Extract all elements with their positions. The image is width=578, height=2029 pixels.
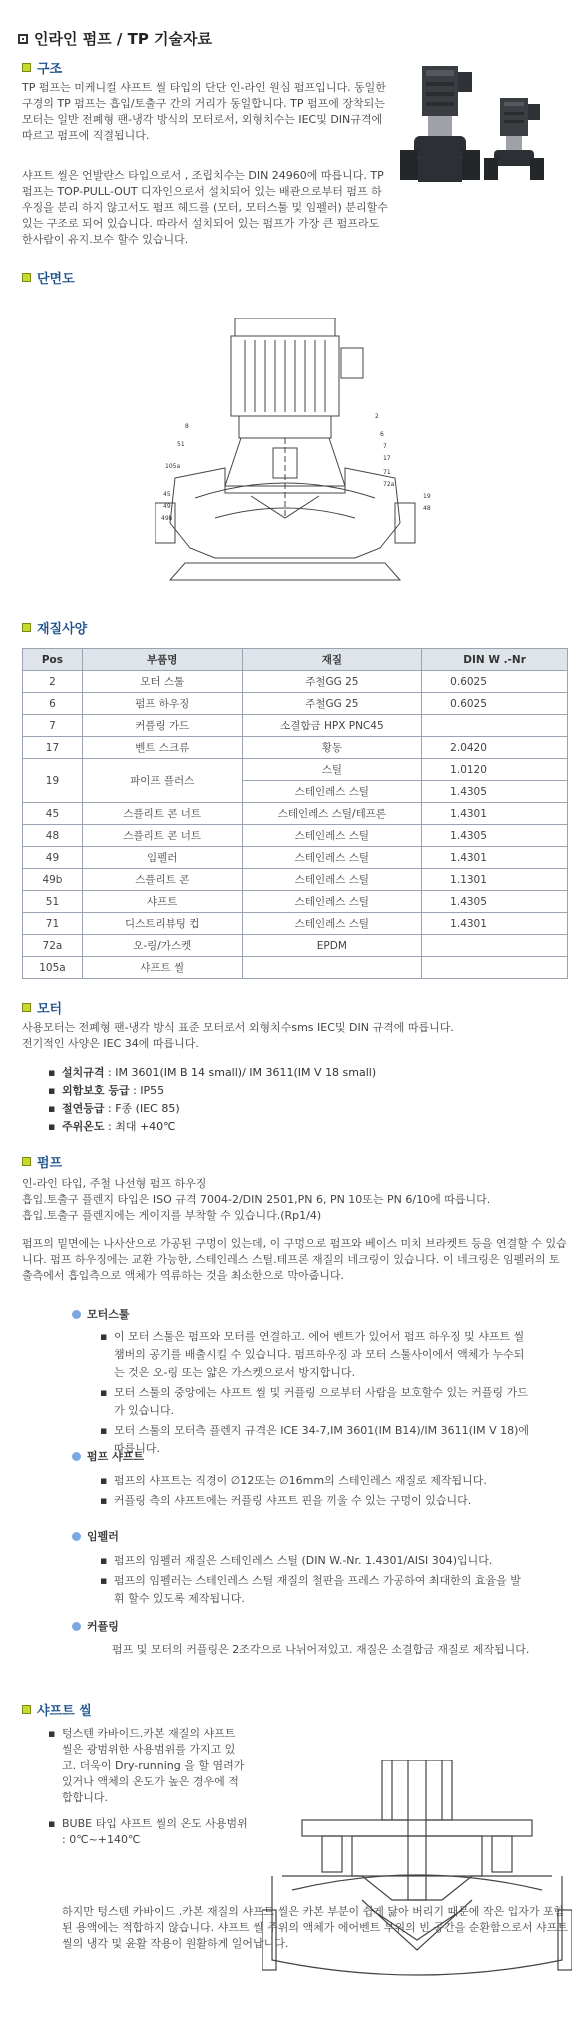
page-title — [18, 28, 212, 49]
material-cell: 스테인레스 스틸 — [242, 891, 422, 913]
materials-table — [22, 648, 568, 979]
din-cell: 2.0420 — [422, 737, 568, 759]
list-item: ▪ 외함보호 등급 : IP55 — [48, 1082, 548, 1100]
din-cell: 1.4305 — [422, 825, 568, 847]
part-cell: 샤프트 — [82, 891, 242, 913]
list-item: ▪ BUBE 타입 샤프트 씰의 온도 사용범위 : 0℃~+140℃ — [48, 1816, 248, 1848]
pos-cell: 71 — [23, 913, 83, 935]
pos-cell: 51 — [23, 891, 83, 913]
motor-spec-list — [48, 1064, 548, 1136]
part-cell: 임펠러 — [82, 847, 242, 869]
part-cell: 펌프 하우징 — [82, 693, 242, 715]
pump-photo — [400, 58, 568, 198]
callout-label: 72a — [383, 481, 395, 488]
part-cell: 벤트 스크류 — [82, 737, 242, 759]
table-header-row — [23, 649, 568, 671]
table-row — [23, 715, 568, 737]
table-row — [23, 913, 568, 935]
pos-cell: 49b — [23, 869, 83, 891]
circle-bullet-icon — [72, 1310, 81, 1319]
din-cell: 1.0120 — [422, 759, 568, 781]
list-item: ▪ 모터 스툴의 모터측 플렌지 규격은 ICE 34-7,IM 3601(IM B14)/IM 3611(IM V 18)에 따릅니다. — [100, 1422, 530, 1458]
material-cell: 스테인레스 스틸 — [242, 913, 422, 935]
shaft-seal-paragraph: 하지만 텅스텐 카바이드 .카본 재질의 샤프트 씰은 카본 부분이 쉽게 닳아 버리기 때문에 작은 입자가 포함된 용액에는 적합하지 않습니다. 샤프트 씰 주위의 액체가 에어벤트 부위의 빈 공간을 순환함으로서 샤프트 씰의 냉각 및 윤활 작용이 원활하게 일어납니다. — [62, 1905, 568, 1950]
motor-stool-list — [100, 1328, 530, 1460]
square-bullet-icon — [18, 34, 28, 44]
material-cell: 주철GG 25 — [242, 671, 422, 693]
table-row — [23, 671, 568, 693]
section-heading-pump: 펌프 — [22, 1152, 62, 1171]
pos-cell: 48 — [23, 825, 83, 847]
callout-label: 17 — [383, 455, 391, 462]
table-row — [23, 869, 568, 891]
table-row — [23, 957, 568, 979]
section-bullet-icon — [22, 273, 31, 282]
din-cell: 0.6025 — [422, 693, 568, 715]
material-cell: 스테인레스 스틸 — [242, 847, 422, 869]
table-row — [23, 847, 568, 869]
din-cell — [422, 957, 568, 979]
section-drawing — [155, 318, 445, 590]
din-cell — [422, 935, 568, 957]
din-cell: 1.1301 — [422, 869, 568, 891]
shaft-seal-list — [48, 1726, 248, 1848]
material-cell: 스테인레스 스틸 — [242, 781, 422, 803]
callout-label: 8 — [185, 423, 189, 430]
pump-shaft-list — [100, 1472, 530, 1512]
section-bullet-icon — [22, 63, 31, 72]
page-title-text: 인라인 펌프 / TP 기술자료 — [34, 30, 213, 48]
subheading-impeller: 임펠러 — [72, 1528, 119, 1544]
subheading-motor-stool: 모터스툴 — [72, 1306, 130, 1322]
list-item: ▪ 이 모터 스툴은 펌프와 모터를 연결하고. 에어 벤트가 있어서 펌프 하우징 및 샤프트 씰 챔버의 공기를 배출시킬 수 있습니다. 펌프하우징 과 모터 스툴사이에서 액체가 누수되는 것은 오-링 또는 얇은 가스켓으로서 방지합니다. — [100, 1328, 530, 1382]
part-cell: 커플링 가드 — [82, 715, 242, 737]
list-item: ▪ 커플링 측의 샤프트에는 커플링 샤프트 핀을 끼울 수 있는 구멍이 있습니다. — [100, 1492, 530, 1510]
part-cell: 파이프 플러스 — [82, 759, 242, 803]
subheading-pump-shaft: 펌프 샤프트 — [72, 1448, 144, 1464]
pump-paragraph-2: 흡입.토출구 플렌지 타입은 ISO 규격 7004-2/DIN 2501,PN 6, PN 10또는 PN 6/10에 따릅니다. — [22, 1193, 491, 1206]
table-row — [23, 759, 568, 781]
material-cell: 스테인레스 스틸 — [242, 825, 422, 847]
section-heading-motor: 모터 — [22, 998, 62, 1017]
column-header: 부품명 — [82, 649, 242, 671]
material-cell: 스틸 — [242, 759, 422, 781]
material-cell: 황동 — [242, 737, 422, 759]
shaft-seal-drawing — [262, 1760, 572, 2025]
column-header: 재질 — [242, 649, 422, 671]
circle-bullet-icon — [72, 1452, 81, 1461]
part-cell: 스플리트 콘 너트 — [82, 825, 242, 847]
section-bullet-icon — [22, 1003, 31, 1012]
column-header: Pos — [23, 649, 83, 671]
part-cell: 모터 스툴 — [82, 671, 242, 693]
din-cell: 1.4301 — [422, 913, 568, 935]
list-item: ▪ 펌프의 샤프트는 직경이 ∅12또는 ∅16mm의 스테인레스 재질로 제작됩니다. — [100, 1472, 530, 1490]
section-heading-section-view: 단면도 — [22, 268, 75, 287]
din-cell — [422, 715, 568, 737]
section-heading-shaft-seal: 샤프트 씰 — [22, 1700, 92, 1719]
list-item: ▪ 텅스텐 카바이드.카본 재질의 샤프트 씰은 광범위한 사용범위를 가지고 있고. 더욱이 Dry-running 을 할 염려가 있거나 액체의 온도가 높은 경우에 적합합니다. — [48, 1726, 248, 1806]
pump-paragraph-4: 펌프의 밑면에는 나사산으로 가공된 구멍이 있는데, 이 구멍으로 펌프와 베이스 미치 브라켓트 등을 연결할 수 있습니다. 펌프 하우징에는 교환 가능한, 스테인레스 스틸.테프론 재질의 네크링이 있습니다. 이 네크링은 임펠러의 토출측에서 흡입측으로 액체가 역류하는 것을 최소한으로 막아줍니다. — [22, 1237, 567, 1282]
part-cell: 오-링/가스켓 — [82, 935, 242, 957]
motor-paragraph-2: 전기적인 사양은 IEC 34에 따릅니다. — [22, 1037, 199, 1050]
din-cell: 1.4305 — [422, 781, 568, 803]
din-cell: 1.4305 — [422, 891, 568, 913]
column-header: DIN W .-Nr — [422, 649, 568, 671]
pump-paragraph-1: 인-라인 타입, 주철 나선형 펌프 하우징 — [22, 1177, 207, 1190]
table-row — [23, 737, 568, 759]
table-row — [23, 803, 568, 825]
callout-label: 19 — [423, 493, 431, 500]
din-cell: 0.6025 — [422, 671, 568, 693]
callout-label: 71 — [383, 469, 391, 476]
din-cell: 1.4301 — [422, 803, 568, 825]
pos-cell: 105a — [23, 957, 83, 979]
list-item: ▪ 펌프의 임펠러는 스테인레스 스틸 재질의 철판을 프레스 가공하여 최대한의 효율을 발휘 할수 있도록 제작됩니다. — [100, 1572, 530, 1608]
table-row — [23, 891, 568, 913]
pos-cell: 19 — [23, 759, 83, 803]
material-cell — [242, 957, 422, 979]
callout-label: 48 — [423, 505, 431, 512]
circle-bullet-icon — [72, 1532, 81, 1541]
pos-cell: 6 — [23, 693, 83, 715]
material-cell: 주철GG 25 — [242, 693, 422, 715]
subheading-coupling: 커플링 — [72, 1618, 119, 1634]
list-item: ▪ 펌프의 임펠러 재질은 스테인레스 스틸 (DIN W.-Nr. 1.4301/AISI 304)입니다. — [100, 1552, 530, 1570]
table-row — [23, 935, 568, 957]
callout-label: 6 — [380, 431, 384, 438]
part-cell: 디스트리뷰팅 컵 — [82, 913, 242, 935]
pos-cell: 49 — [23, 847, 83, 869]
pos-cell: 2 — [23, 671, 83, 693]
table-row — [23, 693, 568, 715]
motor-paragraph-1: 사용모터는 전폐형 팬-냉각 방식 표준 모터로서 외형치수sms IEC및 DIN 규격에 따릅니다. — [22, 1021, 454, 1034]
material-cell: EPDM — [242, 935, 422, 957]
part-cell: 샤프트 씰 — [82, 957, 242, 979]
din-cell: 1.4301 — [422, 847, 568, 869]
callout-label: 49b — [161, 515, 173, 522]
circle-bullet-icon — [72, 1622, 81, 1631]
callout-label: 51 — [177, 441, 185, 448]
callout-label: 105a — [165, 463, 181, 470]
pos-cell: 17 — [23, 737, 83, 759]
callout-label: 7 — [383, 443, 387, 450]
section-heading-materials: 재질사양 — [22, 618, 87, 637]
coupling-text: 펌프 및 모터의 커플링은 2조각으로 나뉘어져있고. 재질은 소결합금 재질로 제작됩니다. — [112, 1643, 530, 1656]
part-cell: 스플리트 콘 너트 — [82, 803, 242, 825]
table-row — [23, 825, 568, 847]
callout-label: 2 — [375, 413, 379, 420]
material-cell: 스테인레스 스틸/테프론 — [242, 803, 422, 825]
section-bullet-icon — [22, 1157, 31, 1166]
section-bullet-icon — [22, 623, 31, 632]
pos-cell: 72a — [23, 935, 83, 957]
pump-paragraph-3: 흡입.토출구 플렌지에는 게이지를 부착할 수 있습니다.(Rp1/4) — [22, 1209, 322, 1222]
section-heading-structure: 구조 — [22, 58, 62, 77]
impeller-list — [100, 1552, 530, 1610]
structure-paragraph-2: 샤프트 씰은 언발란스 타입으로서 , 조립치수는 DIN 24960에 따릅니다. TP 펌프는 TOP-PULL-OUT 디자인으로서 설치되어 있는 배관으로부터 펌프 하우징을 분리 하지 않고서도 펌프 헤드를 (모터, 모터스툴 및 임펠러) 분리할수 있는 구조로 되어 있습니다. 따라서 설치되어 있는 펌프가 가장 큰 펌프라도 한사람이 유지.보수 할수 있습니다. — [22, 169, 388, 246]
pos-cell: 45 — [23, 803, 83, 825]
list-item: ▪ 절연등급 : F종 (IEC 85) — [48, 1100, 548, 1118]
list-item: ▪ 설치규격 : IM 3601(IM B 14 small)/ IM 3611(IM V 18 small) — [48, 1064, 548, 1082]
material-cell: 소결합금 HPX PNC45 — [242, 715, 422, 737]
list-item: ▪ 주위온도 : 최대 +40℃ — [48, 1118, 548, 1136]
material-cell: 스테인레스 스틸 — [242, 869, 422, 891]
list-item: ▪ 모터 스툴의 중앙에는 샤프트 씰 및 커플링 으로부터 사람을 보호할수 있는 커플링 가드가 있습니다. — [100, 1384, 530, 1420]
structure-paragraph-1: TP 펌프는 미케니컬 샤프트 씰 타입의 단단 인-라인 원심 펌프입니다. 동일한 구경의 TP 펌프는 흡입/토출구 간의 거리가 동일합니다. TP 펌프에 장착되는 모터는 일반 전폐형 팬-냉각 방식의 모터로서, 외형치수는 IEC및 DIN규격에 따르고 펌프에 직결됩니다. — [22, 81, 386, 142]
pos-cell: 7 — [23, 715, 83, 737]
callout-label: 49 — [163, 503, 171, 510]
callout-label: 45 — [163, 491, 171, 498]
section-bullet-icon — [22, 1705, 31, 1714]
part-cell: 스플리트 콘 — [82, 869, 242, 891]
